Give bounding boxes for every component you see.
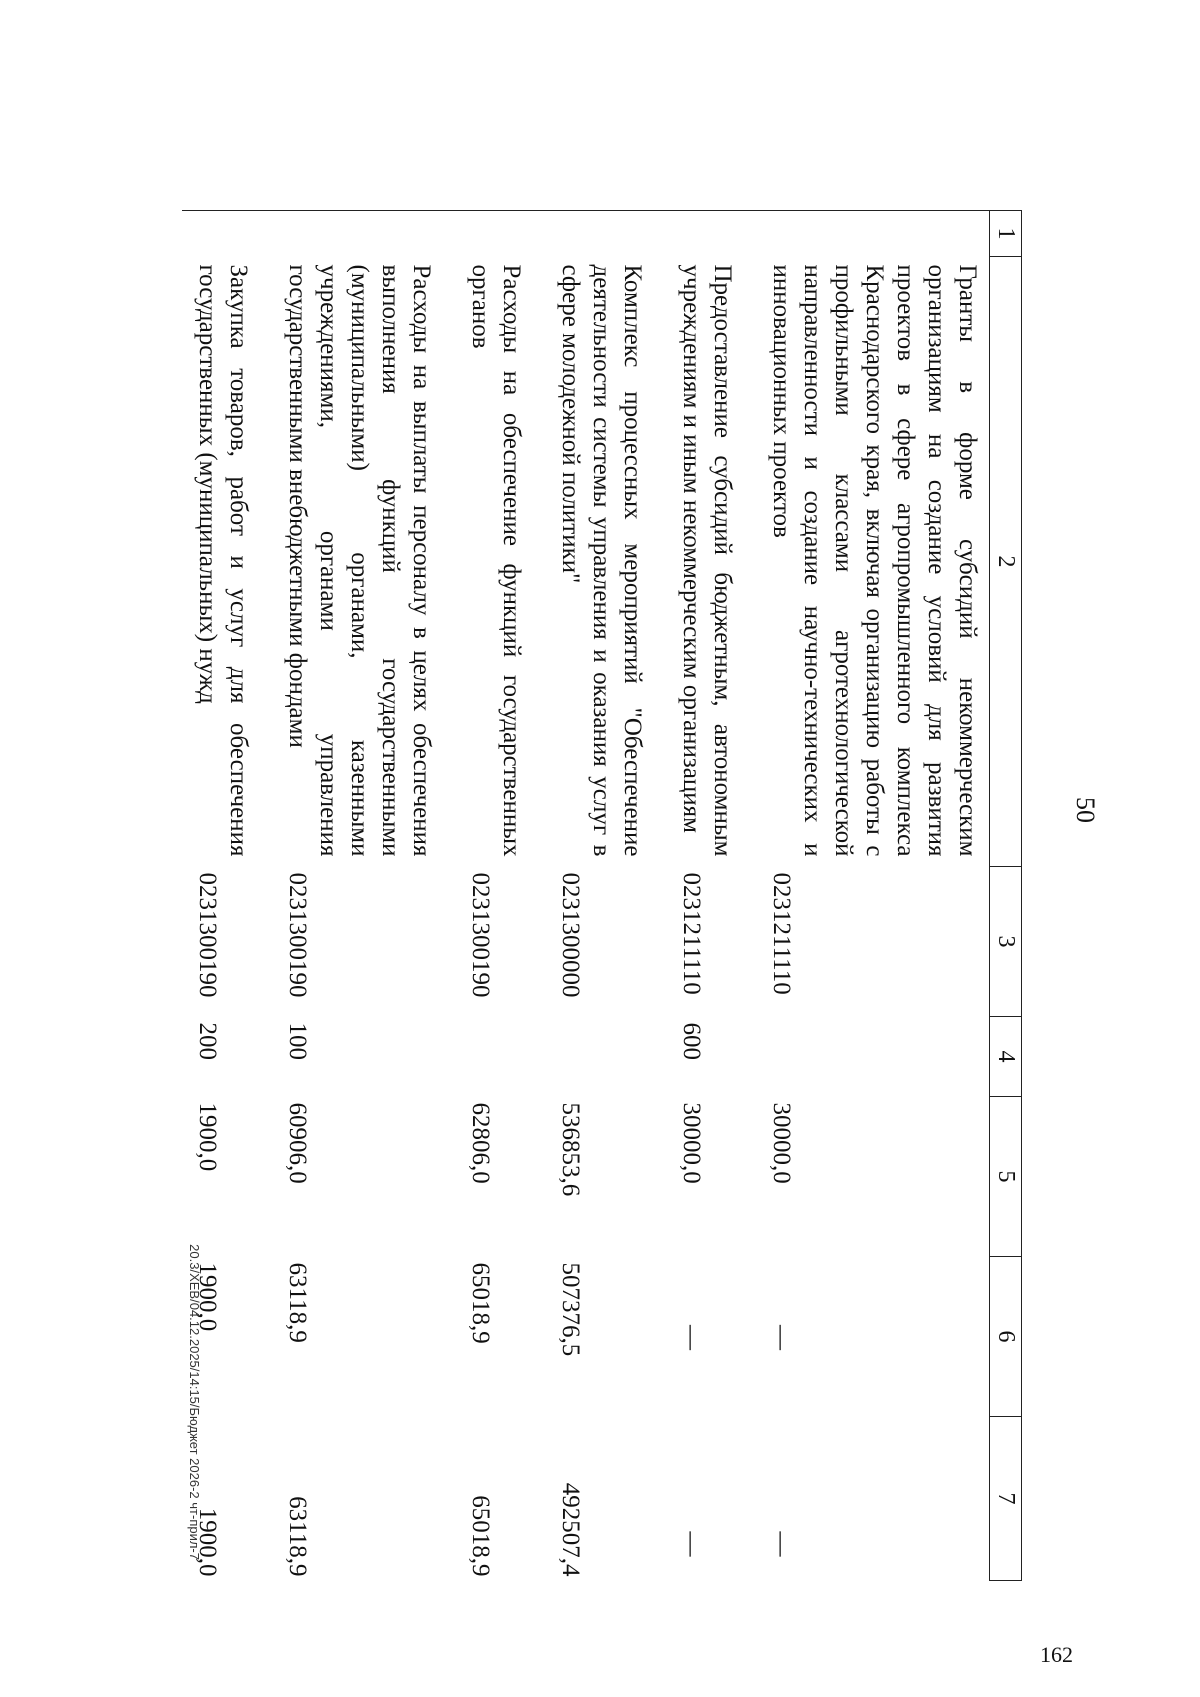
row-type	[545, 1017, 666, 1097]
row-value-7: —	[678, 1531, 705, 1557]
row-value-7: —	[768, 1531, 795, 1557]
row-name: Предоставление субсидий бюджетным, автономным учреждениям и иным некоммерческим организациям	[678, 264, 736, 857]
document-footer-code: 20.3/ХЕВ/04.12.2025/14:15/Бюджет 2026-2 чт-прил-7	[187, 1244, 202, 1560]
table-row	[272, 211, 455, 1581]
row-value-7: 492507,4	[557, 1482, 584, 1577]
row-name: Расходы на обеспечение функций государственных органов	[467, 264, 525, 857]
row-index-cell	[756, 211, 990, 257]
budget-table	[182, 210, 1022, 1581]
row-name: Комплекс процессных мероприятий "Обеспечение деятельности системы управления и оказания услуг в сфере молодежной политики"	[557, 264, 646, 857]
row-value-6: 1900,0	[194, 1262, 221, 1332]
row-index-cell	[182, 211, 272, 257]
row-type	[756, 1017, 990, 1097]
row-value-6: 65018,9	[467, 1262, 494, 1344]
row-value-5: 1900,0	[194, 1102, 221, 1172]
sheet-number: 162	[1040, 1642, 1073, 1667]
row-value-5: 30000,0	[678, 1102, 705, 1184]
row-index-cell	[545, 211, 666, 257]
row-code: 0231300000	[557, 872, 584, 998]
header-col-2: 2	[990, 257, 1022, 867]
row-type: 600	[678, 1022, 705, 1060]
row-value-5: 62806,0	[467, 1102, 494, 1184]
row-code: 0231300190	[284, 872, 311, 998]
row-value-7: 1900,0	[194, 1507, 221, 1577]
row-value-6: 63118,9	[284, 1262, 311, 1343]
header-col-4: 4	[990, 1017, 1022, 1097]
row-index-cell	[666, 211, 756, 257]
row-value-5: 60906,0	[284, 1102, 311, 1184]
header-col-7: 7	[990, 1417, 1022, 1581]
table-row	[756, 211, 990, 1581]
row-type	[455, 1017, 545, 1097]
rotated-page	[170, 30, 1170, 1590]
row-value-7: 63118,9	[284, 1496, 311, 1577]
header-col-3: 3	[990, 867, 1022, 1017]
row-type: 100	[284, 1022, 311, 1060]
row-index-cell	[455, 211, 545, 257]
header-col-1: 1	[990, 211, 1022, 257]
row-code: 0231211110	[768, 872, 795, 995]
header-col-5: 5	[990, 1097, 1022, 1257]
row-name: Закупка товаров, работ и услуг для обеспечения государственных (муниципальных) нужд	[194, 264, 252, 857]
header-col-6: 6	[990, 1257, 1022, 1417]
row-value-5: 30000,0	[768, 1102, 795, 1184]
row-type: 200	[194, 1022, 221, 1060]
row-value-6: —	[678, 1325, 705, 1350]
row-value-6: 507376,5	[557, 1262, 584, 1357]
row-code: 0231300190	[194, 872, 221, 998]
row-value-5: 536853,6	[557, 1102, 584, 1197]
row-name: Расходы на выплаты персоналу в целях обеспечения выполнения функций государственными (муниципальными) органами, казенными учреждениями, органами управления государственными внебюджетными фондами	[284, 264, 435, 857]
page-number: 50	[1071, 797, 1100, 823]
row-value-7: 65018,9	[467, 1495, 494, 1577]
row-name: Гранты в форме субсидий некоммерческим организациям на создание условий для развития проектов в сфере агропромышленного комплекса Краснодарского края, включая организацию работы с профильными классами агротехнологической направленности и создание научно-технических и инновационных проектов	[768, 264, 981, 857]
row-value-6: —	[768, 1325, 795, 1350]
header-row	[990, 211, 1022, 1581]
row-index-cell	[272, 211, 455, 257]
row-code: 0231300190	[467, 872, 494, 998]
table-row	[545, 211, 666, 1581]
row-code: 0231211110	[678, 872, 705, 995]
table-row	[666, 211, 756, 1581]
table-row	[455, 211, 545, 1581]
